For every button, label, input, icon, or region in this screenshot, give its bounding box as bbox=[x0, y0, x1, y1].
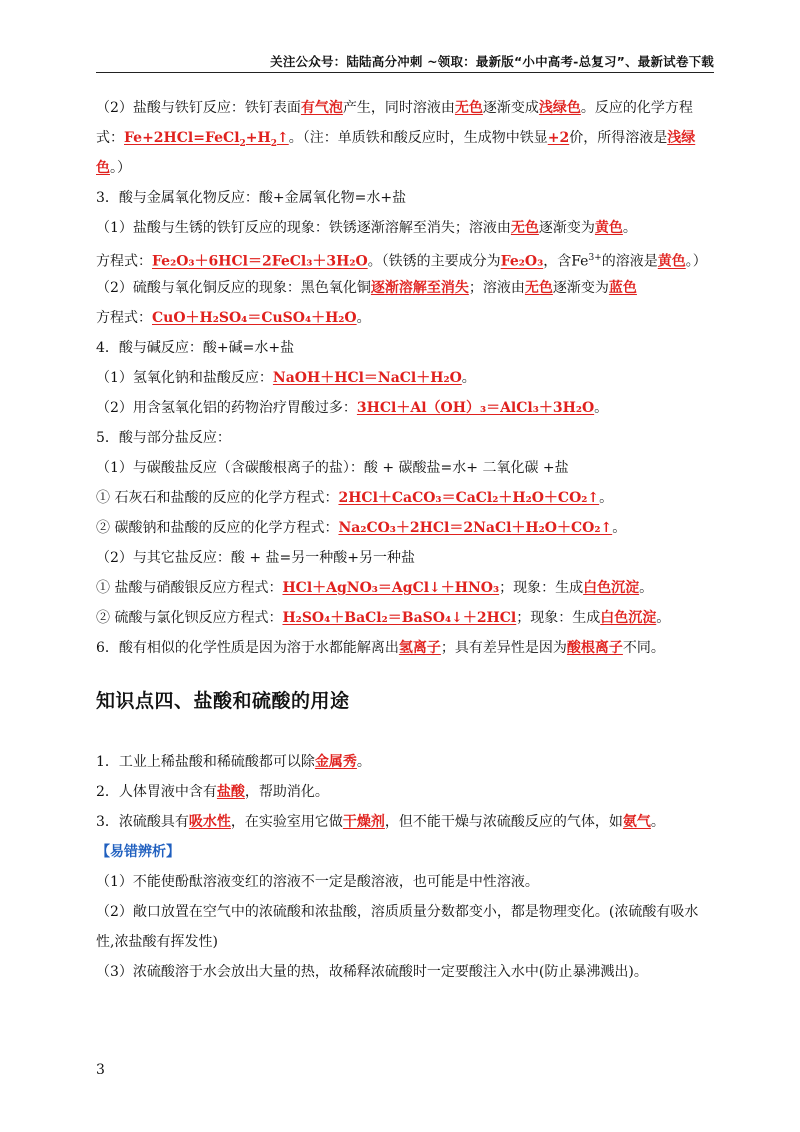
text-line: 3．酸与金属氧化物反应：酸+金属氧化物=水+盐 bbox=[96, 190, 407, 206]
header-divider bbox=[96, 72, 714, 73]
text-line: ② 硫酸与氯化钡反应方程式：H₂SO₄＋BaCl₂＝BaSO₄↓＋2HCl；现象：生成白色沉淀。 bbox=[96, 610, 671, 626]
equation: Na₂CO₃＋2HCl＝2NaCl＋H₂O＋CO₂↑ bbox=[338, 520, 613, 536]
text-line: （2）用含氢氧化铝的药物治疗胃酸过多：3HCl＋Al（OH）₃＝AlCl₃＋3H₂O。 bbox=[96, 400, 609, 416]
text-line: 式：$Fe+2HCl=FeCl_2+H_2↑$。（注：单质铁和酸反应时，生成物中铁显+2价，所得溶液是浅绿 bbox=[96, 130, 696, 149]
tip-label: 【易错辨析】 bbox=[96, 844, 180, 860]
text-line: （1）与碳酸盐反应（含碳酸根离子的盐）：酸 + 碳酸盐=水+ 二氧化碳 +盐 bbox=[96, 460, 569, 476]
equation: NaOH＋HCl＝NaCl＋H₂O bbox=[272, 370, 462, 386]
equation: H₂SO₄＋BaCl₂＝BaSO₄↓＋2HCl bbox=[282, 610, 517, 626]
text-line: （2）与其它盐反应：酸 + 盐=另一种酸+另一种盐 bbox=[96, 550, 415, 566]
text-line: （2）硫酸与氧化铜反应的现象：黑色氧化铜逐渐溶解至消失；溶液由无色逐渐变为蓝色 bbox=[96, 280, 637, 296]
equation: 2HCl＋CaCO₃＝CaCl₂＋H₂O＋CO₂↑ bbox=[338, 490, 600, 506]
page-number: 3 bbox=[96, 1062, 105, 1078]
section-heading: 知识点四、盐酸和硫酸的用途 bbox=[96, 690, 350, 712]
text-line: （1）氢氧化钠和盐酸反应：NaOH＋HCl＝NaCl＋H₂O。 bbox=[96, 370, 476, 386]
text-line: ② 碳酸钠和盐酸的反应的化学方程式：Na₂CO₃＋2HCl＝2NaCl＋H₂O＋CO₂↑。 bbox=[96, 520, 627, 536]
text-line: ① 石灰石和盐酸的反应的化学方程式：2HCl＋CaCO₃＝CaCl₂＋H₂O＋CO₂↑。 bbox=[96, 490, 614, 506]
text-line: 4．酸与碱反应：酸+碱=水+盐 bbox=[96, 340, 295, 356]
text-line: （1）盐酸与生锈的铁钉反应的现象：铁锈逐渐溶解至消失；溶液由无色逐渐变为黄色。 bbox=[96, 220, 637, 236]
equation: HCl＋AgNO₃＝AgCl↓＋HNO₃ bbox=[282, 580, 500, 596]
equation: 3HCl＋Al（OH）₃＝AlCl₃＋3H₂O bbox=[356, 400, 595, 416]
text-line: 3．浓硫酸具有吸水性，在实验室用它做干燥剂，但不能干燥与浓硫酸反应的气体，如氨气。 bbox=[96, 814, 665, 830]
text-line: 1．工业上稀盐酸和稀硫酸都可以除金属秀。 bbox=[96, 754, 371, 770]
text-line: （3）浓硫酸溶于水会放出大量的热，故稀释浓硫酸时一定要酸注入水中(防止暴沸溅出)。 bbox=[96, 964, 648, 980]
equation: CuO＋H₂SO₄＝CuSO₄＋H₂O bbox=[152, 310, 357, 326]
text-line: （2）敞口放置在空气中的浓硫酸和浓盐酸，溶质质量分数都变小，都是物理变化。(浓硫酸有吸水 bbox=[96, 904, 699, 920]
text-line: 性,浓盐酸有挥发性) bbox=[96, 934, 218, 950]
equation: $Fe+2HCl=FeCl_2+H_2↑$ bbox=[124, 130, 289, 149]
text-line: 色。） bbox=[96, 160, 131, 176]
text-line: （2）盐酸与铁钉反应：铁钉表面有气泡产生，同时溶液由无色逐渐变成浅绿色。反应的化学方程 bbox=[96, 100, 693, 116]
text-line: （1）不能使酚酞溶液变红的溶液不一定是酸溶液，也可能是中性溶液。 bbox=[96, 874, 539, 890]
page-header: 关注公众号：陆陆高分冲刺 ~领取：最新版“小中高考-总复习”、最新试卷下载 bbox=[270, 54, 714, 69]
text-line: 方程式：Fe₂O₃＋6HCl＝2FeCl₃＋3H₂O。（铁锈的主要成分为Fe₂O₃，含$Fe^{3+}$的溶液是黄色。） bbox=[96, 253, 707, 270]
text-line: ① 盐酸与硝酸银反应方程式：HCl＋AgNO₃＝AgCl↓＋HNO₃；现象：生成白色沉淀。 bbox=[96, 580, 654, 596]
text-line: 6．酸有相似的化学性质是因为溶于水都能解离出氢离子；具有差异性是因为酸根离子不同。 bbox=[96, 640, 665, 656]
text-line: 2．人体胃液中含有盐酸，帮助消化。 bbox=[96, 784, 329, 800]
text-line: 5．酸与部分盐反应： bbox=[96, 430, 231, 446]
equation: Fe₂O₃＋6HCl＝2FeCl₃＋3H₂O bbox=[152, 253, 368, 270]
text-line: 方程式：CuO＋H₂SO₄＝CuSO₄＋H₂O。 bbox=[96, 310, 371, 326]
